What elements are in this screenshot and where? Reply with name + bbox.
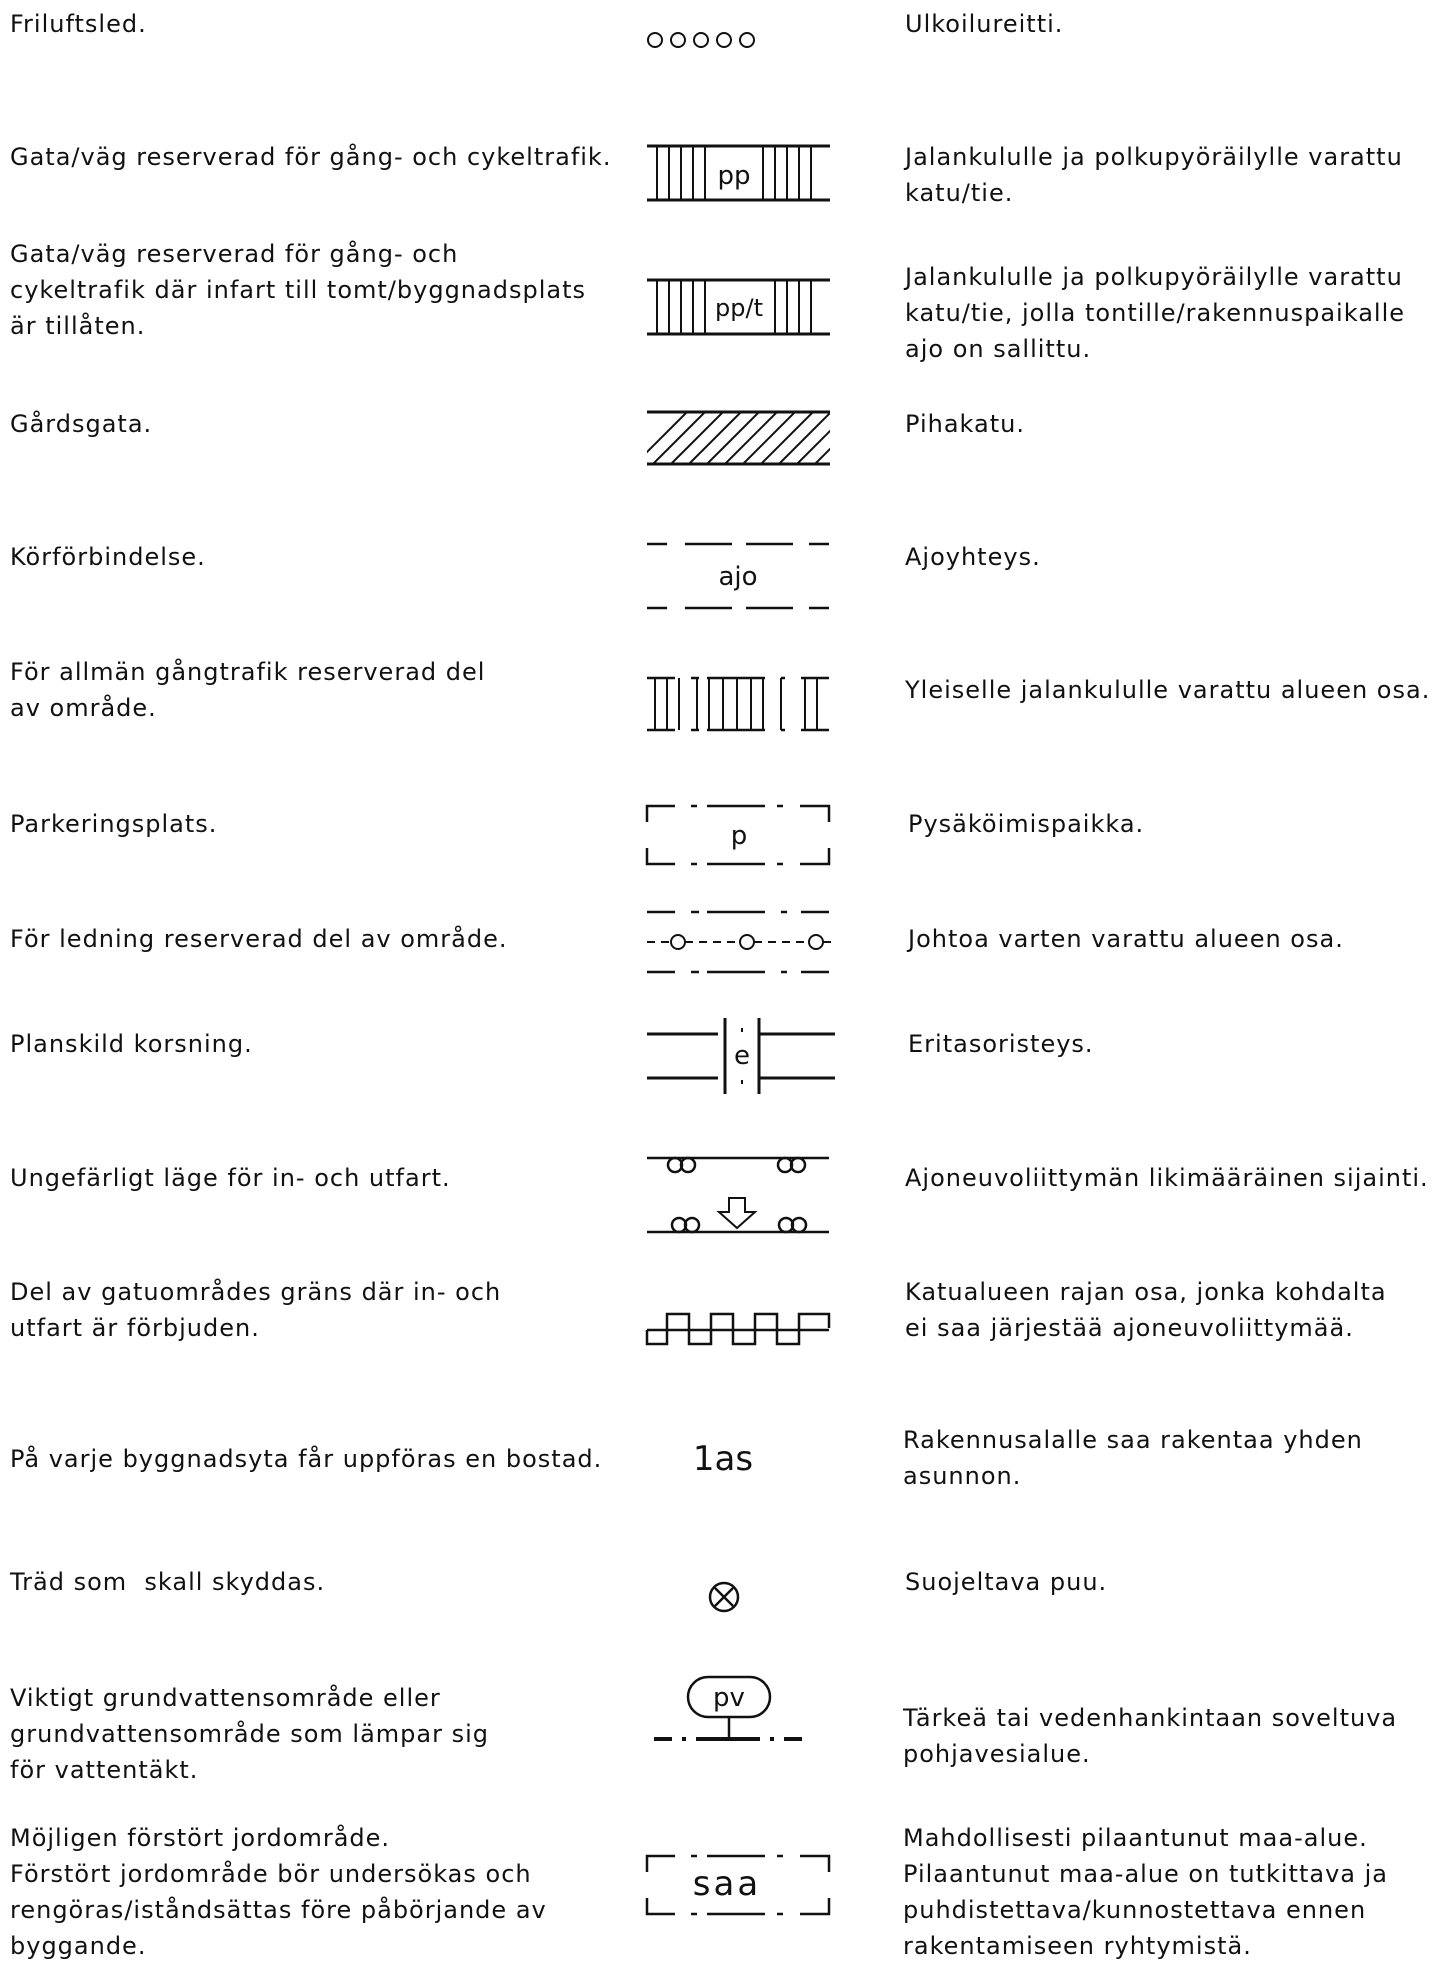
sv-text-gang-cykel: Gata/väg reserverad för gång- och cykeltrafik.	[10, 143, 612, 171]
symbol-label-e: e	[734, 1041, 750, 1071]
fi-text-pilaantunut-maa: Mahdollisesti pilaantunut maa-alue. Pilaantunut maa-alue on tutkittava ja puhdistettava/kunnostettava ennen rakentamiseen ryhtymistä.	[903, 1824, 1388, 1960]
sv-text-allman-gangtrafik: För allmän gångtrafik reserverad del av område.	[10, 658, 486, 722]
sv-text-trad-skyddas: Träd som skall skyddas.	[10, 1568, 326, 1596]
fi-text-ajoyhteys: Ajoyhteys.	[905, 543, 1041, 571]
fi-text-suojeltava-puu: Suojeltava puu.	[905, 1568, 1108, 1596]
outdoor-route-symbol	[640, 28, 780, 52]
yard-street-symbol	[645, 406, 835, 470]
symbol-label-ajo: ajo	[718, 562, 758, 592]
sv-text-planskild-korsning: Planskild korsning.	[10, 1030, 253, 1058]
sv-text-in-utfart: Ungefärligt läge för in- och utfart.	[10, 1164, 451, 1192]
symbol-label-pp: pp	[717, 161, 751, 191]
no-access-boundary-symbol	[645, 1308, 835, 1348]
access-location-symbol	[645, 1148, 835, 1238]
fi-text-pohjavesialue: Tärkeä tai vedenhankintaan soveltuva pohjavesialue.	[903, 1704, 1398, 1768]
fi-text-yksi-asunto: Rakennusalalle saa rakentaa yhden asunnon.	[903, 1426, 1363, 1490]
symbol-label-pp-t: pp/t	[715, 294, 763, 322]
symbol-label-p: p	[730, 821, 748, 851]
sv-text-gardsgata: Gårdsgata.	[10, 410, 153, 438]
fi-text-jalankulku-ajo-sallittu: Jalankululle ja polkupyöräilylle varattu katu/tie, jolla tontille/rakennuspaikalle ajo on sallittu.	[905, 263, 1405, 363]
contaminated-soil-symbol	[645, 1850, 835, 1920]
sv-text-parkeringsplats: Parkeringsplats.	[10, 810, 218, 838]
sv-text-en-bostad: På varje byggnadsyta får uppföras en bostad.	[10, 1445, 603, 1473]
sv-text-korforbindelse: Körförbindelse.	[10, 543, 206, 571]
sv-text-gang-cykel-infart: Gata/väg reserverad för gång- och cykeltrafik där infart till tomt/byggnadsplats är tillåten.	[10, 240, 586, 340]
sv-text-forstort-jord: Möjligen förstört jordområde. Förstört jordområde bör undersökas och rengöras/iståndsättas före påbörjande av byggande.	[10, 1824, 547, 1960]
groundwater-area-symbol	[650, 1675, 810, 1755]
fi-text-ulkoilureitti: Ulkoilureitti.	[905, 10, 1064, 38]
fi-text-pihakatu: Pihakatu.	[905, 410, 1025, 438]
fi-text-ajoneuvoliittyma: Ajoneuvoliittymän likimääräinen sijainti.	[905, 1164, 1429, 1192]
sv-text-utfart-forbjuden: Del av gatuområdes gräns där in- och utfart är förbjuden.	[10, 1278, 502, 1342]
pedestrian-cycle-street-symbol	[645, 140, 835, 206]
utility-line-area-symbol	[645, 906, 835, 978]
symbol-label-saa: saa	[692, 1864, 762, 1904]
symbol-label-pv: pv	[713, 1683, 745, 1713]
fi-text-eritasoristeys: Eritasoristeys.	[908, 1030, 1094, 1058]
sv-text-friluftsled: Friluftsled.	[10, 10, 147, 38]
grade-separated-crossing-symbol	[645, 1014, 845, 1098]
one-dwelling-symbol	[685, 1432, 795, 1482]
fi-text-johto: Johtoa varten varattu alueen osa.	[908, 925, 1344, 953]
fi-text-pysakoimispaikka: Pysäköimispaikka.	[908, 810, 1145, 838]
sv-text-ledning: För ledning reserverad del av område.	[10, 925, 508, 953]
fi-text-jalankulku-pyoraily: Jalankululle ja polkupyöräilylle varattu katu/tie.	[905, 143, 1403, 207]
parking-area-symbol	[645, 800, 835, 870]
fi-text-yleinen-jalankulku: Yleiselle jalankululle varattu alueen osa.	[905, 676, 1431, 704]
fi-text-katualueen-raja: Katualueen rajan osa, jonka kohdalta ei saa järjestää ajoneuvoliittymää.	[905, 1278, 1387, 1342]
symbol-label-1as: 1as	[692, 1439, 754, 1479]
public-pedestrian-area-symbol	[645, 672, 835, 736]
protected-tree-icon	[705, 1578, 745, 1618]
driving-connection-symbol	[645, 536, 835, 616]
pedestrian-cycle-street-access-symbol	[645, 274, 835, 340]
sv-text-grundvatten: Viktigt grundvattensområde eller grundvattensområde som lämpar sig för vattentäkt.	[10, 1684, 490, 1784]
